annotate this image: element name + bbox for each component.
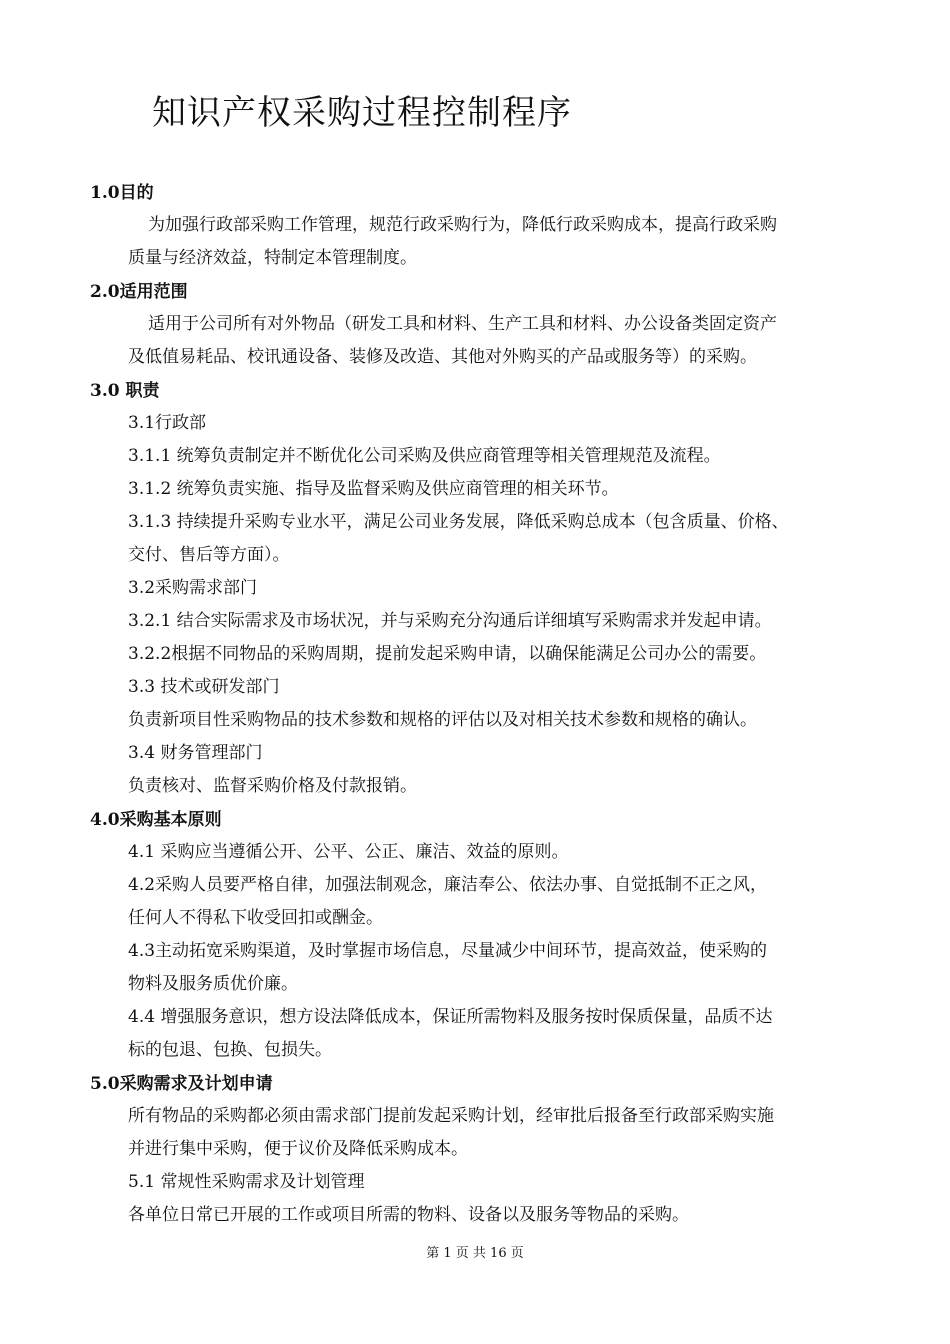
paragraph-line: 4.1 采购应当遵循公开、公平、公正、廉洁、效益的原则。 — [128, 842, 569, 862]
paragraph-line: 4.2采购人员要严格自律，加强法制观念，廉洁奉公、依法办事、自觉抵制不正之风， — [128, 875, 768, 895]
paragraph-line: 为加强行政部采购工作管理，规范行政采购行为，降低行政采购成本，提高行政采购 — [148, 215, 777, 235]
paragraph-line: 3.1.2 统筹负责实施、指导及监督采购及供应商管理的相关环节。 — [128, 479, 619, 499]
paragraph-line: 负责核对、监督采购价格及付款报销。 — [128, 776, 417, 796]
paragraph-line: 质量与经济效益，特制定本管理制度。 — [128, 248, 417, 268]
paragraph-line: 4.4 增强服务意识，想方设法降低成本，保证所需物料及服务按时保质保量，品质不达 — [128, 1007, 773, 1027]
paragraph-line: 3.1.1 统筹负责制定并不断优化公司采购及供应商管理等相关管理规范及流程。 — [128, 446, 721, 466]
paragraph-line: 3.1.3 持续提升采购专业水平，满足公司业务发展，降低采购总成本（包含质量、价格、 — [128, 512, 789, 532]
paragraph-line: 5.1 常规性采购需求及计划管理 — [128, 1172, 365, 1192]
paragraph-line: 3.4 财务管理部门 — [128, 743, 263, 763]
paragraph-line: 交付、售后等方面）。 — [128, 545, 290, 565]
paragraph-line: 3.2采购需求部门 — [128, 578, 258, 598]
paragraph-line: 3.1行政部 — [128, 413, 207, 433]
section-heading-principles: 4.0采购基本原则 — [90, 810, 222, 830]
paragraph-line: 3.3 技术或研发部门 — [128, 677, 280, 697]
section-heading-requests: 5.0采购需求及计划申请 — [90, 1074, 273, 1094]
section-heading-scope: 2.0适用范围 — [90, 282, 188, 302]
paragraph-line: 适用于公司所有对外物品（研发工具和材料、生产工具和材料、办公设备类固定资产 — [148, 314, 777, 334]
paragraph-line: 4.3主动拓宽采购渠道，及时掌握市场信息，尽量减少中间环节，提高效益，使采购的 — [128, 941, 768, 961]
paragraph-line: 标的包退、包换、包损失。 — [128, 1040, 332, 1060]
paragraph-line: 3.2.2根据不同物品的采购周期，提前发起采购申请，以确保能满足公司办公的需要。 — [128, 644, 767, 664]
paragraph-line: 所有物品的采购都必须由需求部门提前发起采购计划，经审批后报备至行政部采购实施 — [128, 1106, 774, 1126]
paragraph-line: 并进行集中采购，便于议价及降低采购成本。 — [128, 1139, 468, 1159]
section-heading-responsibilities: 3.0 职责 — [90, 381, 160, 401]
page-number: 第 1 页 共 16 页 — [426, 1246, 524, 1261]
paragraph-line: 各单位日常已开展的工作或项目所需的物料、设备以及服务等物品的采购。 — [128, 1205, 689, 1225]
paragraph-line: 负责新项目性采购物品的技术参数和规格的评估以及对相关技术参数和规格的确认。 — [128, 710, 757, 730]
document-title: 知识产权采购过程控制程序 — [152, 93, 572, 133]
paragraph-line: 3.2.1 结合实际需求及市场状况，并与采购充分沟通后详细填写采购需求并发起申请。 — [128, 611, 772, 631]
paragraph-line: 任何人不得私下收受回扣或酬金。 — [128, 908, 383, 928]
paragraph-line: 及低值易耗品、校讯通设备、装修及改造、其他对外购买的产品或服务等）的采购。 — [128, 347, 757, 367]
section-heading-purpose: 1.0目的 — [90, 183, 154, 203]
paragraph-line: 物料及服务质优价廉。 — [128, 974, 298, 994]
